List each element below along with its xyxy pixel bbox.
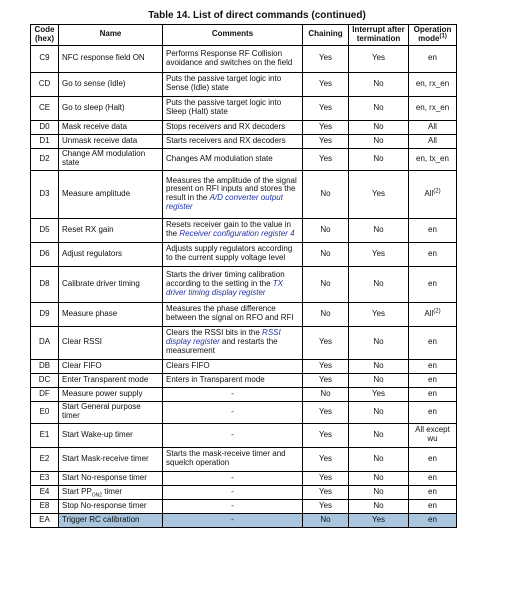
- cell-comment: Puts the passive target logic into Sense (Idle) state: [163, 72, 303, 96]
- cell-mode-text: All: [428, 135, 437, 145]
- table-row: [31, 499, 457, 513]
- cell-mode: [409, 120, 457, 134]
- cell-mode-text: en: [428, 278, 437, 288]
- cell-chaining: Yes: [303, 45, 349, 72]
- header-comments: Comments: [163, 25, 303, 46]
- cell-chaining: No: [303, 266, 349, 302]
- cell-chaining: Yes: [303, 471, 349, 485]
- cell-chaining: Yes: [303, 120, 349, 134]
- cell-mode: [409, 96, 457, 120]
- cell-interrupt: No: [349, 120, 409, 134]
- cell-mode: [409, 326, 457, 359]
- cell-interrupt: No: [349, 326, 409, 359]
- cell-chaining: Yes: [303, 373, 349, 387]
- cell-code: E1: [31, 423, 59, 447]
- cell-mode: [409, 218, 457, 242]
- cell-comment: -: [163, 387, 303, 401]
- table-row: [31, 401, 457, 423]
- cell-comment: -: [163, 401, 303, 423]
- header-chaining: Chaining: [303, 25, 349, 46]
- cell-comment-text: Resets receiver gain to the value in the: [166, 220, 291, 239]
- cell-interrupt: No: [349, 499, 409, 513]
- cell-name: Measure phase: [59, 302, 163, 326]
- cell-code: E3: [31, 471, 59, 485]
- cell-mode: [409, 373, 457, 387]
- cell-mode-text: en: [428, 500, 437, 510]
- table-row: [31, 45, 457, 72]
- table-row: [31, 423, 457, 447]
- cell-mode: [409, 447, 457, 471]
- cell-name: Mask receive data: [59, 120, 163, 134]
- table-row: [31, 359, 457, 373]
- cell-interrupt: No: [349, 218, 409, 242]
- cell-mode-text: en: [428, 53, 437, 63]
- cell-code: D5: [31, 218, 59, 242]
- cell-name: Start Wake-up timer: [59, 423, 163, 447]
- header-code: Code (hex): [31, 25, 59, 46]
- cell-interrupt: Yes: [349, 242, 409, 266]
- cell-name: Go to sleep (Halt): [59, 96, 163, 120]
- table-row: [31, 72, 457, 96]
- table-row: [31, 513, 457, 527]
- cell-name-text: Start PP: [62, 486, 92, 496]
- cell-interrupt: No: [349, 96, 409, 120]
- cell-mode: [409, 266, 457, 302]
- cell-mode-text: en: [428, 514, 437, 524]
- cell-name: Go to sense (Idle): [59, 72, 163, 96]
- cell-interrupt: No: [349, 401, 409, 423]
- cell-interrupt: No: [349, 266, 409, 302]
- cell-comment: [163, 170, 303, 218]
- cell-comment: Clears FIFO: [163, 359, 303, 373]
- cell-code: DB: [31, 359, 59, 373]
- cell-chaining: Yes: [303, 148, 349, 170]
- cell-mode: [409, 401, 457, 423]
- cell-mode-text: All except wu: [415, 425, 450, 444]
- cell-code: E0: [31, 401, 59, 423]
- cell-comment: [163, 266, 303, 302]
- cell-comment: Stops receivers and RX decoders: [163, 120, 303, 134]
- cell-chaining: Yes: [303, 447, 349, 471]
- cell-name: Start No-response timer: [59, 471, 163, 485]
- cell-comment-suffix: and restarts the measurement: [166, 337, 278, 356]
- table-row: [31, 447, 457, 471]
- cell-name: NFC response field ON: [59, 45, 163, 72]
- cell-comment: Changes AM modulation state: [163, 148, 303, 170]
- table-row: [31, 326, 457, 359]
- cell-comment: -: [163, 513, 303, 527]
- cell-chaining: Yes: [303, 326, 349, 359]
- cell-name: Calibrate driver timing: [59, 266, 163, 302]
- cell-code: D2: [31, 148, 59, 170]
- cell-comment: -: [163, 485, 303, 499]
- cell-code: C9: [31, 45, 59, 72]
- cell-mode-text: en: [428, 374, 437, 384]
- cell-comment: Performs Response RF Collision avoidance and switches on the field: [163, 45, 303, 72]
- table-row: [31, 266, 457, 302]
- cell-mode: [409, 148, 457, 170]
- cell-chaining: Yes: [303, 359, 349, 373]
- cell-mode-text: All: [424, 308, 434, 318]
- cell-mode: [409, 387, 457, 401]
- cell-comment: -: [163, 471, 303, 485]
- cell-code: CE: [31, 96, 59, 120]
- cell-name: Measure power supply: [59, 387, 163, 401]
- cell-interrupt: Yes: [349, 387, 409, 401]
- cell-mode-text: en: [428, 486, 437, 496]
- cell-mode: [409, 359, 457, 373]
- cell-comment: Puts the passive target logic into Sleep (Halt) state: [163, 96, 303, 120]
- cell-code: CD: [31, 72, 59, 96]
- cell-code: E2: [31, 447, 59, 471]
- cell-name-subscript: ON2: [91, 492, 103, 499]
- table-row: [31, 373, 457, 387]
- cell-mode-text: en, rx_en: [415, 78, 450, 88]
- cell-code: E8: [31, 499, 59, 513]
- cell-comment: -: [163, 499, 303, 513]
- cell-mode: [409, 499, 457, 513]
- table-row: [31, 387, 457, 401]
- cell-mode-text: en: [428, 472, 437, 482]
- cell-mode: [409, 423, 457, 447]
- cell-mode: [409, 45, 457, 72]
- cell-mode-text: en, rx_en: [415, 102, 450, 112]
- cell-name: Start General purpose timer: [59, 401, 163, 423]
- table-row: [31, 120, 457, 134]
- table-row: [31, 302, 457, 326]
- cell-chaining: No: [303, 218, 349, 242]
- cell-comment: [163, 326, 303, 359]
- cell-code: D1: [31, 134, 59, 148]
- cell-comment: Enters in Transparent mode: [163, 373, 303, 387]
- cell-interrupt: No: [349, 471, 409, 485]
- cell-mode-footnote: (2): [433, 188, 441, 195]
- cell-comment: [163, 218, 303, 242]
- cell-mode-footnote: (2): [433, 308, 441, 315]
- cell-mode-text: en, tx_en: [416, 153, 449, 163]
- register-link[interactable]: RSSI display register: [166, 328, 281, 347]
- cell-mode: [409, 471, 457, 485]
- cell-mode-text: en: [428, 453, 437, 463]
- cell-mode-text: en: [428, 248, 437, 258]
- register-link[interactable]: A/D converter output register: [166, 193, 283, 212]
- cell-code: DF: [31, 387, 59, 401]
- cell-code: EA: [31, 513, 59, 527]
- table-header-row: [31, 25, 457, 46]
- cell-comment-text: Measures the amplitude of the signal present on RFI inputs and stores the result in the: [166, 175, 297, 203]
- cell-chaining: Yes: [303, 72, 349, 96]
- cell-name: Trigger RC calibration: [59, 513, 163, 527]
- cell-chaining: Yes: [303, 134, 349, 148]
- cell-chaining: No: [303, 242, 349, 266]
- table-row: [31, 134, 457, 148]
- cell-code: DC: [31, 373, 59, 387]
- cell-interrupt: No: [349, 134, 409, 148]
- register-link[interactable]: TX driver timing display register: [166, 278, 283, 297]
- header-mode-text: Operation mode: [413, 25, 452, 43]
- table-row: [31, 96, 457, 120]
- cell-comment: Measures the phase difference between the signal on RFO and RFI: [163, 302, 303, 326]
- cell-chaining: No: [303, 387, 349, 401]
- table-row: [31, 242, 457, 266]
- cell-name: Adjust regulators: [59, 242, 163, 266]
- cell-mode-text: en: [428, 406, 437, 416]
- cell-interrupt: No: [349, 148, 409, 170]
- cell-mode-text: All: [424, 188, 434, 198]
- cell-mode: [409, 513, 457, 527]
- cell-name: Unmask receive data: [59, 134, 163, 148]
- table-row: [31, 148, 457, 170]
- cell-name: Clear FIFO: [59, 359, 163, 373]
- cell-code: D8: [31, 266, 59, 302]
- cell-code: D9: [31, 302, 59, 326]
- cell-mode: [409, 302, 457, 326]
- cell-interrupt: Yes: [349, 302, 409, 326]
- cell-interrupt: Yes: [349, 170, 409, 218]
- cell-name: Enter Transparent mode: [59, 373, 163, 387]
- cell-interrupt: No: [349, 373, 409, 387]
- table-title: Table 14. List of direct commands (continued): [148, 10, 366, 21]
- cell-interrupt: No: [349, 423, 409, 447]
- direct-commands-table: [30, 24, 457, 528]
- cell-comment: Starts receivers and RX decoders: [163, 134, 303, 148]
- cell-interrupt: No: [349, 485, 409, 499]
- cell-name: [59, 485, 163, 499]
- table-row: [31, 485, 457, 499]
- cell-interrupt: Yes: [349, 45, 409, 72]
- cell-name-suffix: timer: [102, 486, 123, 496]
- cell-mode: [409, 170, 457, 218]
- cell-name: Reset RX gain: [59, 218, 163, 242]
- cell-name: Start Mask-receive timer: [59, 447, 163, 471]
- register-link[interactable]: Receiver configuration register 4: [179, 229, 295, 239]
- cell-mode-text: en: [428, 337, 437, 347]
- cell-chaining: No: [303, 170, 349, 218]
- cell-chaining: Yes: [303, 401, 349, 423]
- cell-name: Stop No-response timer: [59, 499, 163, 513]
- cell-comment: Starts the mask-receive timer and squelch operation: [163, 447, 303, 471]
- cell-comment: -: [163, 423, 303, 447]
- cell-interrupt: No: [349, 72, 409, 96]
- cell-code: D0: [31, 120, 59, 134]
- cell-code: E4: [31, 485, 59, 499]
- cell-code: D3: [31, 170, 59, 218]
- cell-interrupt: Yes: [349, 513, 409, 527]
- cell-chaining: Yes: [303, 485, 349, 499]
- cell-chaining: Yes: [303, 96, 349, 120]
- cell-mode: [409, 485, 457, 499]
- cell-code: DA: [31, 326, 59, 359]
- cell-mode: [409, 72, 457, 96]
- cell-mode: [409, 134, 457, 148]
- header-name: Name: [59, 25, 163, 46]
- table-row: [31, 170, 457, 218]
- cell-code: D6: [31, 242, 59, 266]
- cell-mode-text: en: [428, 360, 437, 370]
- header-mode: [409, 25, 457, 46]
- header-mode-footnote: (1): [439, 33, 447, 40]
- cell-comment-text: Clears the RSSI bits in the: [166, 328, 263, 338]
- cell-name: Change AM modulation state: [59, 148, 163, 170]
- cell-interrupt: No: [349, 447, 409, 471]
- cell-comment-text: Starts the driver timing calibration according to the setting in the: [166, 269, 285, 288]
- cell-mode-text: All: [428, 121, 437, 131]
- table-row: [31, 218, 457, 242]
- cell-chaining: No: [303, 302, 349, 326]
- header-interrupt: Interrupt after termination: [349, 25, 409, 46]
- cell-mode-text: en: [428, 224, 437, 234]
- cell-mode-text: en: [428, 388, 437, 398]
- cell-name: Measure amplitude: [59, 170, 163, 218]
- cell-chaining: Yes: [303, 423, 349, 447]
- cell-interrupt: No: [349, 359, 409, 373]
- cell-name: Clear RSSI: [59, 326, 163, 359]
- cell-mode: [409, 242, 457, 266]
- table-row: [31, 471, 457, 485]
- cell-chaining: Yes: [303, 499, 349, 513]
- cell-chaining: No: [303, 513, 349, 527]
- cell-comment: Adjusts supply regulators according to the current supply voltage level: [163, 242, 303, 266]
